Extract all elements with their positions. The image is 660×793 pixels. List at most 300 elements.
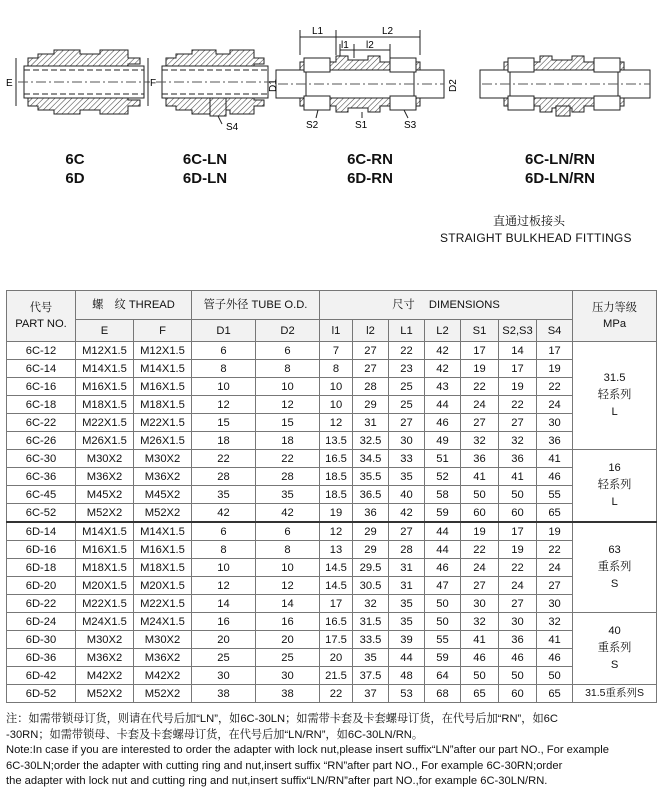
pressure-value: 63 [608,544,621,556]
label-d1: D1 [268,79,279,92]
order-note [6,712,656,790]
table-cell: 60 [499,504,537,523]
table-row [7,450,657,468]
col-header: S1 [461,320,499,342]
part-number-cell: 6D-42 [7,667,76,685]
table-cell: 19 [461,522,499,541]
col-header: l2 [353,320,389,342]
table-cell: 35 [192,486,256,504]
table-cell: 17 [499,522,537,541]
table-cell: M22X1.5 [76,414,134,432]
table-cell: 59 [425,649,461,667]
table-cell: M14X1.5 [134,522,192,541]
table-cell: 30 [256,667,320,685]
part-number-cell: 6C-30 [7,450,76,468]
model-label-6c [40,150,110,188]
pressure-value: 31.5重系列S [585,687,645,699]
table-cell: 36.5 [353,486,389,504]
table-cell: 55 [425,631,461,649]
part-number-cell: 6D-20 [7,577,76,595]
table-cell: 8 [256,360,320,378]
table-cell: 29 [353,522,389,541]
col-header: l1 [320,320,353,342]
table-cell: M30X2 [134,450,192,468]
col-header: L2 [425,320,461,342]
table-cell: 17.5 [320,631,353,649]
model-label-6c-ln [160,150,250,188]
table-row [7,613,657,631]
table-cell: 22 [461,378,499,396]
table-row [7,504,657,523]
table-cell: 35.5 [353,468,389,486]
table-cell: 46 [499,649,537,667]
table-cell: 29.5 [353,559,389,577]
label-l2: L2 [382,26,394,37]
table-cell: 37 [353,685,389,703]
table-cell: 42 [425,360,461,378]
table-cell: 27 [499,414,537,432]
table-cell: 24 [461,396,499,414]
table-cell: 22 [499,559,537,577]
table-cell: 16 [256,613,320,631]
table-cell: M30X2 [76,631,134,649]
table-cell: 20 [320,649,353,667]
table-cell: M14X1.5 [134,360,192,378]
table-cell: 29 [353,541,389,559]
table-cell: 41 [461,468,499,486]
table-subheader-row [7,320,657,342]
table-cell: 65 [461,685,499,703]
table-cell: M52X2 [76,685,134,703]
table-cell: 59 [425,504,461,523]
table-cell: 30 [537,414,573,432]
table-cell: M42X2 [134,667,192,685]
table-cell: 33 [389,450,425,468]
table-cell: 29 [353,396,389,414]
table-cell: 39 [389,631,425,649]
table-cell: 32 [461,432,499,450]
table-cell: 7 [320,342,353,360]
table-cell: 32 [499,432,537,450]
table-cell: 14 [499,342,537,360]
table-cell: 12 [256,396,320,414]
table-cell: 32 [461,613,499,631]
part-number-cell: 6D-30 [7,631,76,649]
table-header-row [7,291,657,320]
table-cell: 58 [425,486,461,504]
pressure-letter: S [610,659,619,671]
table-cell: 6 [192,342,256,360]
table-cell: M24X1.5 [76,613,134,631]
table-cell: 27 [353,342,389,360]
table-cell: 36 [499,450,537,468]
table-cell: 47 [425,577,461,595]
header-part-en: PART NO. [15,318,67,330]
table-cell: 27 [389,414,425,432]
table-cell: M14X1.5 [76,360,134,378]
table-cell: 35 [256,486,320,504]
pressure-value: 31.5 [603,372,626,384]
table-row [7,486,657,504]
table-row [7,685,657,703]
part-number-cell: 6C-52 [7,504,76,523]
table-row [7,396,657,414]
table-cell: 68 [425,685,461,703]
table-cell: M26X1.5 [134,432,192,450]
table-cell: M36X2 [134,649,192,667]
table-cell: 25 [389,378,425,396]
table-row [7,432,657,450]
table-cell: M22X1.5 [134,414,192,432]
table-cell: 42 [192,504,256,523]
table-cell: 12 [320,522,353,541]
table-cell: 35 [389,595,425,613]
table-cell: 25 [192,649,256,667]
table-cell: 50 [461,486,499,504]
pressure-letter: S [610,578,619,590]
table-cell: 12 [192,396,256,414]
table-cell: 50 [499,667,537,685]
pressure-series: 重系列 [597,561,632,573]
table-cell: 36 [499,631,537,649]
col-header: D2 [256,320,320,342]
spec-table-body [7,342,657,703]
table-cell: 10 [192,378,256,396]
table-cell: 8 [192,360,256,378]
fittings-drawings [0,0,660,150]
table-cell: 22 [320,685,353,703]
table-cell: 31.5 [353,613,389,631]
table-cell: 43 [425,378,461,396]
table-cell: 51 [425,450,461,468]
table-row [7,342,657,360]
table-cell: M45X2 [134,486,192,504]
table-cell: M18X1.5 [134,559,192,577]
part-number-cell: 6D-22 [7,595,76,613]
table-cell: 22 [256,450,320,468]
table-cell: 18 [256,432,320,450]
table-cell: 27 [499,595,537,613]
part-number-cell: 6D-24 [7,613,76,631]
table-cell: 10 [192,559,256,577]
table-cell: 33.5 [353,631,389,649]
part-number-cell: 6D-18 [7,559,76,577]
table-cell: 42 [389,504,425,523]
table-cell: 46 [537,468,573,486]
table-cell: 28 [353,378,389,396]
table-cell: 35 [353,649,389,667]
part-number-cell: 6C-26 [7,432,76,450]
table-cell: 50 [499,486,537,504]
drawing-6c [16,50,150,114]
part-number-cell: 6C-45 [7,486,76,504]
table-cell: M36X2 [134,468,192,486]
model-line1: 6C-LN/RN [525,151,595,168]
table-cell: M30X2 [134,631,192,649]
table-cell: 19 [499,541,537,559]
label-s4: S4 [226,122,239,133]
table-cell: 17 [537,342,573,360]
label-s1: S1 [355,120,368,131]
table-cell: 24 [461,559,499,577]
table-cell: M24X1.5 [134,613,192,631]
table-cell: 28 [389,541,425,559]
table-cell: 21.5 [320,667,353,685]
table-cell: 50 [537,667,573,685]
table-cell: M36X2 [76,468,134,486]
table-cell: 22 [461,541,499,559]
table-cell: 12 [256,577,320,595]
table-cell: M16X1.5 [134,378,192,396]
table-cell: 14.5 [320,577,353,595]
table-cell: 19 [537,360,573,378]
table-cell: 19 [461,360,499,378]
part-number-cell: 6D-14 [7,522,76,541]
table-cell: M22X1.5 [76,595,134,613]
table-cell: M52X2 [76,504,134,523]
table-cell: M45X2 [76,486,134,504]
table-cell: 17 [499,360,537,378]
table-cell: 28 [256,468,320,486]
table-cell: 41 [537,631,573,649]
table-cell: 55 [537,486,573,504]
table-cell: 8 [256,541,320,559]
label-s2: S2 [306,120,319,131]
table-cell: 40 [389,486,425,504]
table-cell: 52 [425,468,461,486]
table-cell: 32 [537,613,573,631]
part-number-cell: 6C-22 [7,414,76,432]
table-row [7,667,657,685]
table-cell: 15 [192,414,256,432]
header-tube: 管子外径 TUBE O.D. [192,291,320,320]
table-cell: 27 [537,577,573,595]
table-cell: 41 [461,631,499,649]
table-cell: 19 [320,504,353,523]
table-cell: M20X1.5 [76,577,134,595]
table-cell: 6 [256,522,320,541]
table-cell: 35 [389,613,425,631]
table-cell: 60 [461,504,499,523]
table-cell: 24 [537,559,573,577]
drawing-6c-rn [276,30,444,118]
col-header: D1 [192,320,256,342]
table-cell: M16X1.5 [76,378,134,396]
table-cell: 6 [256,342,320,360]
label-f: F [150,78,157,89]
table-row [7,468,657,486]
pressure-group-cell [573,450,657,523]
table-cell: 42 [425,342,461,360]
table-cell: 30 [499,613,537,631]
table-cell: M20X1.5 [134,577,192,595]
table-cell: 44 [425,396,461,414]
table-cell: 22 [499,396,537,414]
table-row [7,559,657,577]
table-cell: 27 [389,522,425,541]
table-cell: 28 [192,468,256,486]
table-cell: 31 [353,414,389,432]
model-line2: 6D-LN/RN [525,170,595,187]
note-en-line: the adapter with lock nut and cutting ring and nut,insert suffix“LN/RN”after part NO.,for example 6C-30LN/RN. [6,775,548,788]
table-row [7,378,657,396]
table-row [7,414,657,432]
pressure-group-cell [573,342,657,450]
header-pressure-cn: 压力等级 [592,302,637,314]
table-cell: 46 [425,559,461,577]
model-line1: 6C [65,151,85,168]
part-number-cell: 6C-12 [7,342,76,360]
table-cell: 12 [320,414,353,432]
table-cell: 8 [192,541,256,559]
table-cell: 53 [389,685,425,703]
table-cell: 22 [192,450,256,468]
table-cell: 14.5 [320,559,353,577]
table-cell: 18 [192,432,256,450]
heading-en: STRAIGHT BULKHEAD FITTINGS [440,231,632,245]
model-line2: 6D-RN [347,170,393,187]
table-row [7,631,657,649]
table-cell: 17 [320,595,353,613]
table-cell: 37.5 [353,667,389,685]
table-cell: M16X1.5 [134,541,192,559]
table-cell: 30 [389,432,425,450]
pressure-letter: L [611,406,618,418]
table-cell: 22 [537,541,573,559]
label-l1: L1 [312,26,324,37]
table-cell: M52X2 [134,504,192,523]
note-cn-line: -30RN；如需带锁母、卡套及卡套螺母订货，在代号后加“LN/RN”，如6C-30LN/RN。 [6,728,424,741]
heading-cn-text: 直通过板接头 [492,214,565,228]
table-cell: 22 [537,378,573,396]
header-pressure-unit: MPa [603,318,627,330]
label-d2: D2 [448,79,459,92]
table-cell: 46 [425,414,461,432]
table-cell: 30 [461,595,499,613]
table-cell: 10 [256,559,320,577]
table-cell: 14 [192,595,256,613]
table-cell: 46 [461,649,499,667]
table-cell: 30 [192,667,256,685]
model-line2: 6D [65,170,85,187]
table-cell: 15 [256,414,320,432]
table-cell: 13 [320,541,353,559]
part-number-cell: 6C-18 [7,396,76,414]
table-cell: 46 [537,649,573,667]
table-cell: 44 [389,649,425,667]
pressure-letter: L [611,496,618,508]
spec-table [6,290,657,703]
table-cell: 27 [353,360,389,378]
header-dimensions: 尺寸 DIMENSIONS [320,291,573,320]
pressure-group-cell [573,522,657,613]
col-header: E [76,320,134,342]
model-label-6c-ln-rn [505,150,615,188]
table-cell: M52X2 [134,685,192,703]
label-e: E [6,78,13,89]
table-cell: 36 [461,450,499,468]
part-number-cell: 6C-36 [7,468,76,486]
table-cell: 50 [425,595,461,613]
table-cell: 19 [537,522,573,541]
pressure-value: 40 [608,625,621,637]
table-cell: M30X2 [76,450,134,468]
table-cell: 8 [320,360,353,378]
label-i2: l2 [366,40,374,51]
pressure-group-cell [573,685,657,703]
drawing-6c-ln-rn [480,56,650,116]
table-cell: 20 [192,631,256,649]
model-line2: 6D-LN [182,170,228,187]
table-cell: 32.5 [353,432,389,450]
pressure-series: 重系列 [597,642,632,654]
table-cell: 18.5 [320,486,353,504]
note-cn-line: 注：如需带锁母订货，则请在代号后加“LN”，如6C-30LN；如需带卡套及卡套螺母订货，在代号后加“RN”，如6C [6,713,558,725]
col-header: L1 [389,320,425,342]
table-cell: M18X1.5 [76,559,134,577]
model-line1: 6C-RN [347,151,393,168]
col-header: S2,S3 [499,320,537,342]
table-cell: 60 [499,685,537,703]
note-en-line: 6C-30LN;order the adapter with cutting ring and nut,insert suffix “RN”after part NO., For example 6C-30RN;order [6,759,563,772]
table-cell: 65 [537,685,573,703]
table-cell: 65 [537,504,573,523]
table-cell: 22 [389,342,425,360]
table-cell: M26X1.5 [76,432,134,450]
table-cell: 27 [461,577,499,595]
table-cell: M42X2 [76,667,134,685]
table-cell: 19 [499,378,537,396]
table-cell: 10 [320,378,353,396]
table-cell: 14 [256,595,320,613]
label-i1: l1 [341,40,349,51]
header-part-no [7,291,76,342]
table-cell: 44 [425,541,461,559]
note-en-line: Note:In case if you are interested to order the adapter with lock nut,please insert suffix“LN”after our part NO., For example [6,744,609,757]
table-cell: 49 [425,432,461,450]
table-cell: 12 [192,577,256,595]
table-cell: 16.5 [320,450,353,468]
table-cell: 24 [537,396,573,414]
table-row [7,360,657,378]
table-cell: 16 [192,613,256,631]
table-cell: M18X1.5 [76,396,134,414]
table-cell: 10 [256,378,320,396]
table-cell: 16.5 [320,613,353,631]
model-label-6c-rn [325,150,415,188]
part-number-cell: 6D-16 [7,541,76,559]
table-row [7,522,657,541]
table-cell: 25 [256,649,320,667]
header-part-cn: 代号 [29,302,53,314]
pressure-value: 16 [608,462,621,474]
table-cell: M22X1.5 [134,595,192,613]
table-cell: 64 [425,667,461,685]
table-cell: 18.5 [320,468,353,486]
table-cell: 31 [389,577,425,595]
table-cell: 44 [425,522,461,541]
table-cell: 24 [499,577,537,595]
table-cell: M12X1.5 [134,342,192,360]
drawing-6c-ln [156,50,274,124]
table-cell: 23 [389,360,425,378]
table-cell: 17 [461,342,499,360]
table-cell: 31 [389,559,425,577]
table-cell: 13.5 [320,432,353,450]
table-cell: M12X1.5 [76,342,134,360]
table-cell: 48 [389,667,425,685]
pressure-series: 轻系列 [597,479,632,491]
